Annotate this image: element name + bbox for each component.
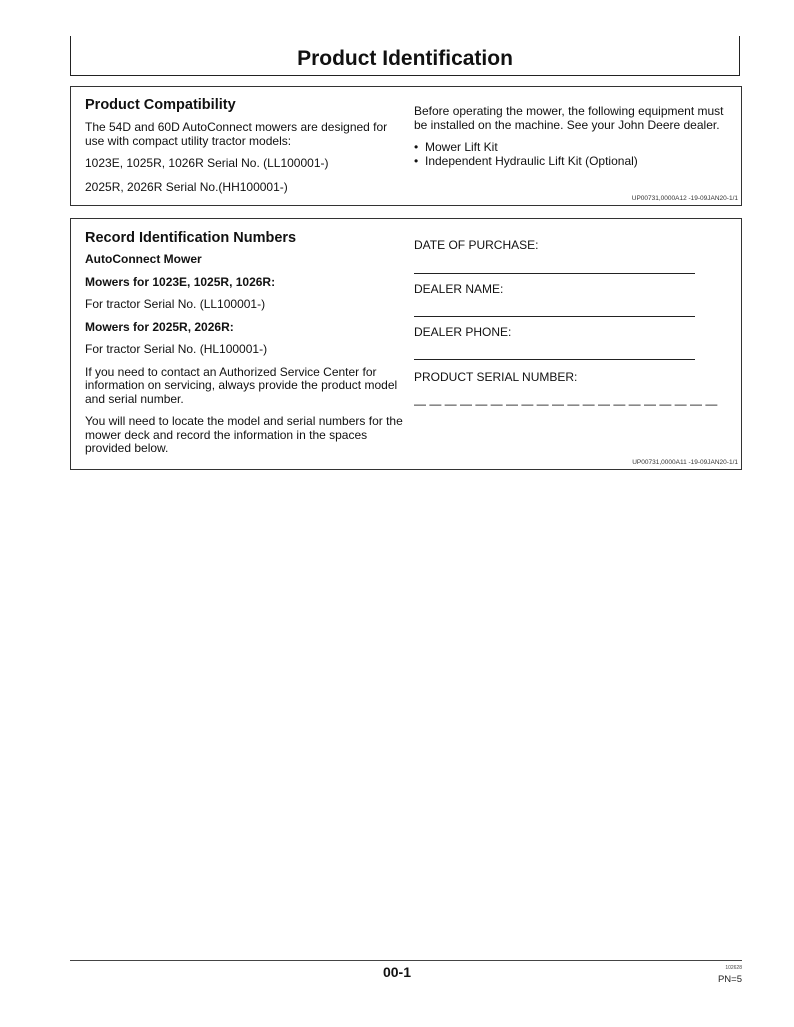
footer-pn: PN=5 (717, 974, 742, 985)
locate-paragraph: You will need to locate the model and serial numbers for the mower deck and record the information in the spaces provided below. (85, 414, 403, 455)
dealer-name-line[interactable] (414, 316, 695, 317)
footer-small-code: 102628 (725, 965, 742, 971)
title-box (70, 36, 740, 76)
dealer-phone-label: DEALER PHONE: (414, 325, 512, 339)
dealer-phone-line[interactable] (414, 359, 695, 360)
compatibility-models-1: 1023E, 1025R, 1026R Serial No. (LL100001-) (85, 156, 329, 170)
compatibility-code: UP00731,0000A12 -19-09JAN20-1/1 (631, 195, 738, 202)
record-subheading: AutoConnect Mower (85, 252, 202, 266)
date-of-purchase-label: DATE OF PURCHASE: (414, 238, 539, 252)
record-heading: Record Identification Numbers (85, 230, 297, 246)
footer-rule (70, 960, 742, 961)
compatibility-models-2: 2025R, 2026R Serial No.(HH100001-) (85, 179, 288, 194)
product-serial-dashes[interactable]: — — — — — — — — — — — — — — — — — — — — (414, 397, 718, 411)
group1-title: Mowers for 1023E, 1025R, 1026R: (85, 274, 276, 289)
bullet-icon: • (414, 154, 419, 168)
service-paragraph: If you need to contact an Authorized Service Center for information on servicing, always provide the product model and serial number. (85, 364, 398, 406)
bullet-icon: • (414, 140, 419, 154)
bullet-item: • Mower Lift Kit (414, 140, 498, 154)
compatibility-heading: Product Compatibility (85, 97, 236, 113)
compatibility-requirement: Before operating the mower, the following equipment must be installed on the machine. See your John Deere dealer. (414, 104, 724, 132)
product-serial-label: PRODUCT SERIAL NUMBER: (414, 370, 578, 384)
group1-serial: For tractor Serial No. (LL100001-) (85, 297, 266, 311)
compatibility-left-column (85, 97, 405, 194)
dealer-name-label: DEALER NAME: (414, 282, 504, 296)
compatibility-intro: The 54D and 60D AutoConnect mowers are designed for use with compact utility tractor models: (85, 120, 388, 148)
group2-title: Mowers for 2025R, 2026R: (85, 319, 234, 334)
page-number: 00-1 (382, 964, 412, 980)
record-identification-section (70, 218, 742, 470)
group2-serial: For tractor Serial No. (HL100001-) (85, 342, 268, 356)
record-code: UP00731,0000A11 -19-09JAN20-1/1 (632, 459, 738, 466)
record-left-column (85, 230, 405, 456)
bullet-item: • Independent Hydraulic Lift Kit (Optional) (414, 154, 638, 168)
date-of-purchase-line[interactable] (414, 273, 695, 274)
compatibility-right-column (414, 105, 734, 132)
page-title: Product Identification (297, 47, 513, 70)
product-compatibility-section (70, 86, 742, 206)
